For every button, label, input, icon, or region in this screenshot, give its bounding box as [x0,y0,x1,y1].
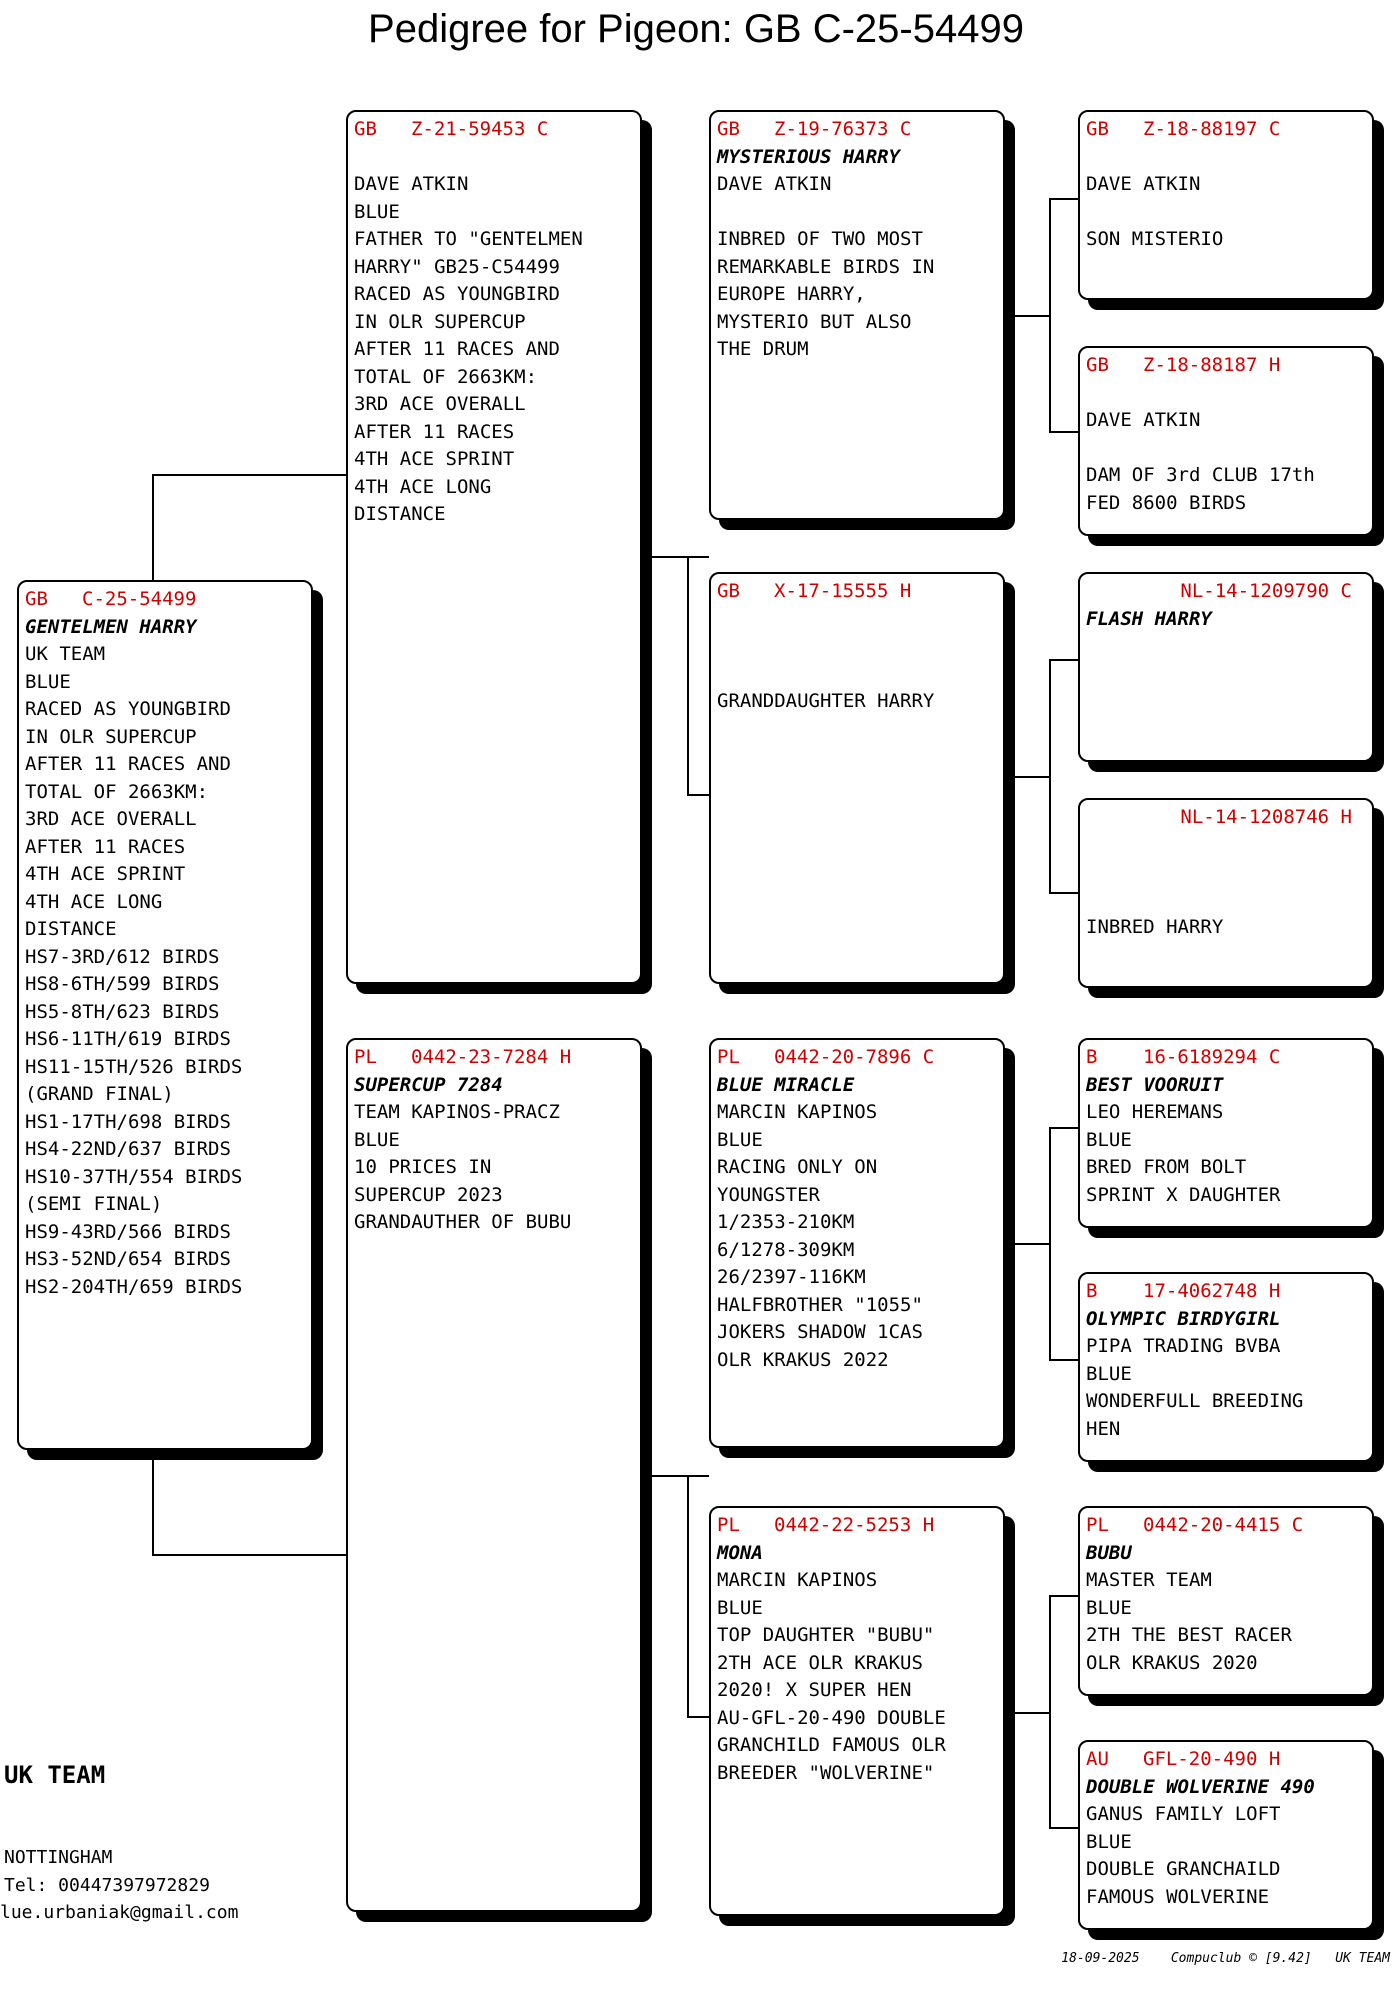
detail-line: 2020! X SUPER HEN [717,1679,912,1701]
pigeon-name [1086,832,1366,860]
detail-line: SON MISTERIO [1086,228,1224,250]
ring-number: PL 0442-23-7284 H [354,1046,572,1068]
detail-line: INBRED HARRY [1086,916,1224,938]
detail-line: (SEMI FINAL) [25,1193,163,1215]
owner-email[interactable]: lue.urbaniak@gmail.com [0,1902,239,1923]
pigeon-details [1086,171,1366,254]
ring-number: PL 0442-20-7896 C [717,1046,935,1068]
detail-line: DISTANCE [25,918,117,940]
detail-line: TOTAL OF 2663KM: [25,780,209,803]
pigeon-details [717,1099,997,1374]
pigeon-name [717,606,997,634]
pigeon-details [354,171,634,529]
detail-line: IN OLR SUPERCUP [25,725,197,748]
detail-line: DOUBLE GRANCHAILD [1086,1858,1281,1880]
detail-line: UK TEAM [25,643,106,665]
detail-line: AFTER 11 RACES AND [25,753,231,775]
detail-line: 4TH ACE LONG [25,890,163,913]
pigeon-name [1086,144,1366,172]
connector-sire-sire [1049,198,1078,433]
detail-line: FATHER TO "GENTELMEN [354,228,583,250]
detail-line: INBRED OF TWO MOST [717,228,923,250]
detail-line: 1/2353-210KM [717,1211,855,1233]
pigeon-details [717,1567,997,1787]
pigeon-name: DOUBLE WOLVERINE 490 [1086,1775,1315,1798]
link-dam-dam [1008,1712,1049,1714]
detail-line: SPRINT X DAUGHTER [1086,1183,1281,1206]
detail-line: 4TH ACE LONG [354,475,492,498]
detail-line: TOTAL OF 2663KM: [354,365,538,388]
pigeon-name [1086,380,1366,408]
pigeon-details [1086,407,1366,517]
pigeon-name: FLASH HARRY [1086,607,1212,630]
detail-line: BLUE [25,670,71,693]
ring-number: B 17-4062748 H [1086,1280,1281,1302]
ring-number: GB X-17-15555 H [717,580,912,602]
pigeon-card-sd-sire[interactable] [1078,572,1374,762]
detail-line: HS4-22ND/637 BIRDS [25,1138,231,1160]
owner-block [0,1760,239,1927]
pigeon-name: OLYMPIC BIRDYGIRL [1086,1307,1281,1330]
owner-name: UK TEAM [4,1761,106,1789]
detail-line: HS7-3RD/612 BIRDS [25,945,220,968]
detail-line: BRED FROM BOLT [1086,1156,1247,1178]
pigeon-card-ss-sire[interactable] [1078,110,1374,300]
detail-line: OLR KRAKUS 2022 [717,1348,889,1371]
detail-line: DAVE ATKIN [1086,409,1201,431]
detail-line: 3RD ACE OVERALL [25,808,197,830]
ring-number: PL 0442-22-5253 H [717,1514,935,1536]
pigeon-details [25,641,305,1301]
detail-line: BLUE [1086,1596,1132,1619]
detail-line: BLUE [354,1128,400,1151]
detail-line: HS11-15TH/526 BIRDS [25,1055,243,1078]
detail-line: HS9-43RD/566 BIRDS [25,1220,231,1243]
owner-phone: Tel: 00447397972829 [4,1874,210,1896]
pigeon-card-sd-dam[interactable] [1078,798,1374,988]
detail-line: GRANDAUTHER OF BUBU [354,1211,572,1233]
detail-line: 2TH ACE OLR KRAKUS [717,1651,923,1674]
connector-dam-dam [1049,1595,1078,1829]
page-title: Pedigree for Pigeon: GB C-25-54499 [368,7,1024,51]
detail-line: BLUE [1086,1362,1132,1385]
pigeon-details [717,633,997,716]
detail-line [717,199,997,227]
footer-credit: 18-09-2025 Compuclub © [9.42] UK TEAM [1061,1951,1390,1966]
detail-line: DAVE ATKIN [717,173,832,195]
detail-line: EUROPE HARRY, [717,283,866,305]
detail-line: HARRY" GB25-C54499 [354,255,560,278]
detail-line: MASTER TEAM [1086,1569,1212,1591]
ring-number: GB C-25-54499 [25,588,197,610]
detail-line: 4TH ACE SPRINT [25,863,186,885]
detail-line: 2TH THE BEST RACER [1086,1624,1292,1646]
detail-line: AFTER 11 RACES AND [354,338,560,360]
pigeon-card-ds-dam[interactable] [1078,1272,1374,1462]
link-sire-sire [1008,315,1049,317]
detail-line: BLUE [354,200,400,223]
detail-line: AFTER 11 RACES [354,420,515,443]
detail-line: GANUS FAMILY LOFT [1086,1803,1281,1825]
ring-number: NL-14-1208746 H [1180,806,1352,828]
pigeon-card-dam-dam[interactable] [709,1506,1005,1916]
detail-line: 26/2397-116KM [717,1266,866,1288]
detail-line: TOP DAUGHTER "BUBU" [717,1624,935,1646]
pigeon-card-sire-dam[interactable] [709,572,1005,984]
pigeon-card-subject[interactable] [17,580,313,1450]
ring-number: GB Z-18-88197 C [1086,118,1281,140]
pigeon-details [1086,1099,1366,1209]
detail-line: (GRAND FINAL) [25,1083,174,1105]
pigeon-card-dd-dam[interactable] [1078,1740,1374,1930]
detail-line: DISTANCE [354,503,446,525]
link-sire [647,556,687,558]
pigeon-card-ss-dam[interactable] [1078,346,1374,536]
detail-line: MARCIN KAPINOS [717,1569,878,1591]
detail-line [717,633,997,661]
pigeon-name: BUBU [1086,1541,1132,1564]
connector-sire-dam [1049,659,1078,894]
detail-line: GRANCHILD FAMOUS OLR [717,1734,946,1756]
detail-line: LEO HEREMANS [1086,1101,1224,1123]
ring-number: AU GFL-20-490 H [1086,1748,1281,1770]
detail-line: RACING ONLY ON [717,1156,878,1178]
detail-line: AFTER 11 RACES [25,835,186,858]
detail-line: HS8-6TH/599 BIRDS [25,973,220,995]
pigeon-name: BLUE MIRACLE [717,1073,855,1096]
pigeon-details [1086,859,1366,942]
detail-line: FED 8600 BIRDS [1086,491,1247,514]
detail-line [1086,887,1366,915]
connector-dam [687,1475,709,1718]
pigeon-card-sire[interactable] [346,110,642,984]
connector-sire [687,556,709,796]
pigeon-card-dd-sire[interactable] [1078,1506,1374,1696]
detail-line: 3RD ACE OVERALL [354,393,526,415]
pigeon-card-sire-sire[interactable] [709,110,1005,520]
detail-line: DAM OF 3rd CLUB 17th [1086,464,1315,486]
pigeon-card-ds-sire[interactable] [1078,1038,1374,1228]
pigeon-card-dam[interactable] [346,1038,642,1912]
detail-line: BLUE [717,1128,763,1151]
detail-line: 4TH ACE SPRINT [354,448,515,470]
detail-line: BLUE [1086,1128,1132,1151]
detail-line: HEN [1086,1417,1121,1440]
detail-line: DAVE ATKIN [354,173,469,195]
ring-number: GB Z-21-59453 C [354,118,549,140]
pigeon-details [717,171,997,364]
detail-line: HALFBROTHER "1055" [717,1293,923,1316]
detail-line [717,661,997,689]
link-dam [647,1475,687,1477]
owner-city: NOTTINGHAM [4,1847,113,1868]
connector-dam-sire [1049,1127,1078,1361]
detail-line: SUPERCUP 2023 [354,1183,503,1206]
detail-line: 6/1278-309KM [717,1238,855,1261]
pigeon-name [354,144,634,172]
detail-line: JOKERS SHADOW 1CAS [717,1321,923,1343]
pigeon-card-dam-sire[interactable] [709,1038,1005,1448]
detail-line: OLR KRAKUS 2020 [1086,1651,1258,1674]
pigeon-details [1086,1801,1366,1911]
detail-line: BLUE [717,1596,763,1619]
pigeon-name: SUPERCUP 7284 [354,1073,503,1096]
pigeon-details [1086,1567,1366,1677]
detail-line: 10 PRICES IN [354,1156,492,1178]
detail-line: PIPA TRADING BVBA [1086,1335,1281,1357]
link-dam-sire [1008,1243,1049,1245]
detail-line: HS6-11TH/619 BIRDS [25,1028,231,1050]
detail-line: HS10-37TH/554 BIRDS [25,1165,243,1188]
detail-line: MARCIN KAPINOS [717,1101,878,1123]
pigeon-details [1086,1333,1366,1443]
pigeon-details [354,1099,634,1237]
ring-number: GB Z-18-88187 H [1086,354,1281,376]
detail-line: AU-GFL-20-490 DOUBLE [717,1706,946,1729]
pigeon-name: GENTELMEN HARRY [25,615,197,638]
detail-line: FAMOUS WOLVERINE [1086,1885,1270,1908]
ring-number: GB Z-19-76373 C [717,118,912,140]
pigeon-name: MONA [717,1541,763,1564]
detail-line: REMARKABLE BIRDS IN [717,255,935,278]
detail-line: HS3-52ND/654 BIRDS [25,1248,231,1270]
ring-number: NL-14-1209790 C [1180,580,1352,602]
link-sire-dam [1008,776,1049,778]
detail-line: WONDERFULL BREEDING [1086,1390,1304,1412]
detail-line: TEAM KAPINOS-PRACZ [354,1101,560,1123]
detail-line: IN OLR SUPERCUP [354,310,526,333]
pigeon-name: MYSTERIOUS HARRY [717,145,901,168]
detail-line [1086,859,1366,887]
detail-line: BLUE [1086,1830,1132,1853]
detail-line: HS1-17TH/698 BIRDS [25,1110,231,1133]
detail-line [1086,435,1366,463]
detail-line: RACED AS YOUNGBIRD [25,698,231,720]
detail-line: GRANDDAUGHTER HARRY [717,690,935,712]
pigeon-name: BEST VOORUIT [1086,1073,1224,1096]
ring-number: B 16-6189294 C [1086,1046,1281,1068]
detail-line: HS5-8TH/623 BIRDS [25,1000,220,1023]
detail-line: DAVE ATKIN [1086,173,1201,195]
detail-line [1086,199,1366,227]
detail-line: YOUNGSTER [717,1183,820,1206]
detail-line: MYSTERIO BUT ALSO [717,310,912,333]
detail-line: BREEDER "WOLVERINE" [717,1761,935,1784]
detail-line: HS2-204TH/659 BIRDS [25,1275,243,1298]
detail-line: RACED AS YOUNGBIRD [354,283,560,305]
ring-number: PL 0442-20-4415 C [1086,1514,1304,1536]
detail-line: THE DRUM [717,338,809,360]
